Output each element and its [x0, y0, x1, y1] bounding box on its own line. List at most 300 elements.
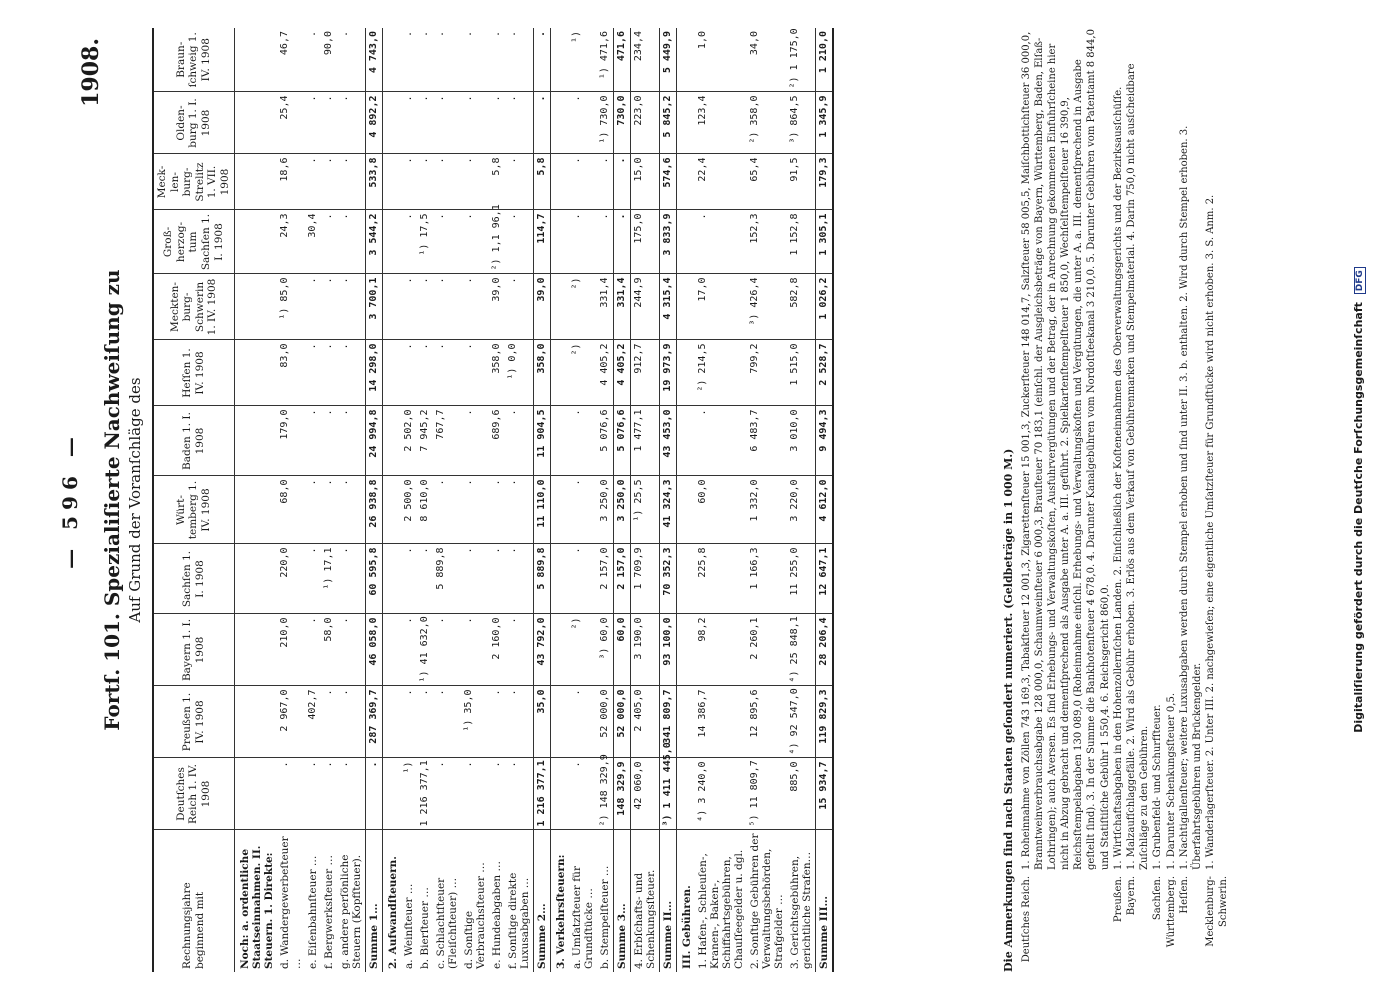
table-cell: .	[597, 210, 614, 274]
table-cell: 25,4	[277, 92, 305, 154]
table-cell: 767,7	[433, 406, 461, 476]
table-subtitle: Auf Grund der Voranſchläge des	[126, 377, 144, 623]
footnote-entry	[1204, 28, 1230, 972]
page-number: — 596 —	[58, 431, 82, 569]
table-cell: .	[321, 758, 337, 830]
table-cell: 24 994,8	[365, 406, 382, 476]
table-cell: 1 332,0	[747, 476, 787, 544]
table-cell: 689,6	[489, 406, 505, 476]
table-cell: ¹) 730,0	[597, 92, 614, 154]
table-cell: .	[433, 274, 461, 340]
table-cell: ¹) 0,0	[505, 340, 534, 406]
column-header: Meckten- burg- Schwerin 1. IV. 1908	[153, 274, 234, 340]
table-cell: 1 477,1	[630, 406, 659, 476]
table-cell: .	[433, 614, 461, 686]
table-cell: 5 076,6	[613, 406, 630, 476]
table-row	[815, 28, 833, 972]
row-label: 2. Sonſtige Gebühren der Verwaltungsbehörden, Strafgelder …	[748, 833, 785, 969]
table-cell: 5 889,8	[433, 544, 461, 614]
table-cell: 2 260,1	[747, 614, 787, 686]
table-cell: .	[489, 92, 505, 154]
table-cell: .	[401, 92, 417, 154]
table-cell: .	[337, 686, 366, 758]
table-cell: 2 502,0	[401, 406, 417, 476]
row-label: c. Schlachtſteuer (Fleiſchſteuer) …	[434, 877, 459, 969]
table-cell: 5 889,8	[533, 544, 550, 614]
table-cell	[676, 614, 695, 686]
table-cell: .	[321, 406, 337, 476]
table-cell: .	[569, 544, 597, 614]
table-cell: 43 453,0	[659, 406, 676, 476]
table-cell: .	[337, 92, 366, 154]
column-header: Braun- ſchweig 1. IV. 1908	[153, 28, 234, 92]
table-cell: 19 973,9	[659, 340, 676, 406]
table-row	[321, 28, 337, 972]
table-cell	[676, 28, 695, 92]
table-cell: 114,7	[533, 210, 550, 274]
table-cell: .	[597, 154, 614, 210]
table-cell: .	[433, 686, 461, 758]
table-cell: .	[461, 274, 489, 340]
row-label: e. Eiſenbahnſteuer …	[306, 855, 319, 969]
table-cell: .	[401, 340, 417, 406]
table-cell: 91,5	[787, 154, 816, 210]
table-cell: 83,0	[277, 340, 305, 406]
table-row	[277, 28, 305, 972]
table-cell: .	[695, 210, 747, 274]
table-cell: ³) 1 411 445,0	[659, 758, 676, 830]
column-header: Olden- burg 1. I. 1908	[153, 92, 234, 154]
table-cell: 1 515,0	[787, 340, 816, 406]
table-cell	[382, 340, 401, 406]
table-cell: 1 345,9	[815, 92, 833, 154]
table-cell: .	[505, 154, 534, 210]
table-cell: 5 076,6	[597, 406, 614, 476]
table-cell	[234, 686, 277, 758]
row-label: g. andere perſönliche Steuern (Kopfſteuer).	[338, 854, 363, 969]
table-cell: .	[321, 154, 337, 210]
table-cell	[676, 686, 695, 758]
year-heading: 1908.	[78, 38, 104, 107]
table-cell: ¹) 25,5	[630, 476, 659, 544]
table-cell: 14 298,0	[365, 340, 382, 406]
table-cell	[550, 758, 569, 830]
table-cell: .	[277, 758, 305, 830]
table-cell: .	[461, 28, 489, 92]
footnotes-heading: Die Anmerkungen ſind nach Staaten geſondert numeriert. (Geldbeträge in 1 000 M.)	[1002, 448, 1015, 972]
table-cell	[234, 758, 277, 830]
table-cell: 3 010,0	[787, 406, 816, 476]
table-cell: 30,4	[305, 210, 321, 274]
table-cell: 1 709,9	[630, 544, 659, 614]
table-cell: .	[505, 614, 534, 686]
table-cell: .	[337, 758, 366, 830]
footnote-text: 1. Darunter Schenkungsſteuer 0,5.	[1165, 692, 1177, 870]
table-cell: 5 845,2	[659, 92, 676, 154]
table-row	[676, 28, 695, 972]
table-cell: .	[461, 210, 489, 274]
row-label: Summe III…	[815, 830, 833, 972]
table-row	[613, 28, 630, 972]
table-cell: 220,0	[277, 544, 305, 614]
table-cell: .	[337, 340, 366, 406]
column-header: Preußen 1. IV. 1908	[153, 686, 234, 758]
table-cell: 5 449,9	[659, 28, 676, 92]
row-label: 2. Aufwandſteuern.	[386, 856, 399, 969]
table-cell: .	[505, 92, 534, 154]
row-label: d. Wandergewerbeſteuer …	[278, 836, 303, 969]
table-cell: .	[337, 154, 366, 210]
table-cell: 34,0	[747, 28, 787, 92]
table-cell: .	[489, 476, 505, 544]
table-cell: .	[489, 758, 505, 830]
table-cell: .	[321, 340, 337, 406]
table-cell: .	[613, 154, 630, 210]
table-cell: ²)	[569, 274, 597, 340]
table-cell: 148 329,9	[613, 758, 630, 830]
table-cell: 3 190,0	[630, 614, 659, 686]
column-header: Bayern 1. I. 1908	[153, 614, 234, 686]
table-cell	[550, 614, 569, 686]
footnote-country: Preußen.	[1112, 876, 1124, 923]
table-cell: 93 100,0	[659, 614, 676, 686]
table-cell: 4 612,0	[815, 476, 833, 544]
table-cell	[382, 92, 401, 154]
table-cell: .	[695, 406, 747, 476]
table-cell: 52 000,0	[597, 686, 614, 758]
table-cell: .	[461, 476, 489, 544]
column-header: Würt- temberg 1. IV. 1908	[153, 476, 234, 544]
table-cell: 11 110,0	[533, 476, 550, 544]
table-cell: ³) 60,0	[597, 614, 614, 686]
statistics-table	[152, 28, 834, 972]
table-cell: .	[461, 154, 489, 210]
table-cell: .	[489, 544, 505, 614]
table-cell: 4 743,0	[365, 28, 382, 92]
table-cell: .	[365, 758, 382, 830]
table-cell: 46,7	[277, 28, 305, 92]
table-cell: .	[417, 154, 433, 210]
table-cell: 14 386,7	[695, 686, 747, 758]
table-cell: 730,0	[613, 92, 630, 154]
table-cell	[382, 406, 401, 476]
table-cell	[550, 686, 569, 758]
table-cell	[382, 758, 401, 830]
table-cell: .	[489, 686, 505, 758]
table-cell: .	[401, 274, 417, 340]
table-cell: .	[613, 210, 630, 274]
table-cell: .	[433, 476, 461, 544]
table-cell: 65,4	[747, 154, 787, 210]
table-cell: .	[337, 406, 366, 476]
table-cell: .	[321, 274, 337, 340]
row-label: 3. Verkehrsſteuern:	[554, 854, 567, 969]
table-cell: .	[533, 92, 550, 154]
row-label: e. Hundeabgaben …	[490, 860, 503, 969]
table-row	[433, 28, 461, 972]
table-cell: .	[305, 758, 321, 830]
table-cell: 41 324,3	[659, 476, 676, 544]
table-cell: .	[305, 92, 321, 154]
column-header: Sachſen 1. I. 1908	[153, 544, 234, 614]
table-cell: 60,0	[695, 476, 747, 544]
table-cell: 574,6	[659, 154, 676, 210]
table-cell: .	[417, 544, 433, 614]
table-cell: 17,0	[695, 274, 747, 340]
table-cell: 12 647,1	[815, 544, 833, 614]
table-cell	[234, 544, 277, 614]
table-cell: 70 352,3	[659, 544, 676, 614]
row-label: a. Weinſteuer …	[402, 883, 415, 969]
table-cell: .	[417, 686, 433, 758]
table-cell: .	[401, 614, 417, 686]
table-row	[337, 28, 366, 972]
table-cell: ¹) 41 632,0	[417, 614, 433, 686]
table-row	[401, 28, 417, 972]
table-cell	[234, 406, 277, 476]
table-cell	[382, 614, 401, 686]
table-cell: .	[417, 28, 433, 92]
footnote-text: 1. Grubenfeld- und Schurfſteuer.	[1152, 704, 1164, 870]
table-cell: .	[569, 92, 597, 154]
table-cell: 39,0	[533, 274, 550, 340]
table-cell: 12 895,6	[747, 686, 787, 758]
table-cell	[550, 274, 569, 340]
table-cell: .	[401, 28, 417, 92]
table-row	[461, 28, 489, 972]
table-cell	[550, 28, 569, 92]
footnote-text: 1. Nachtigallenſteuer; weitere Luxusabgaben werden durch Stempel erhoben und ſind unter II. 3. b. enthalten. 2. Wird durch Stempel erhoben. 3. Überfahrtsgebühren und Brückengelder.	[1178, 125, 1203, 870]
table-cell: 3 544,2	[365, 210, 382, 274]
table-cell	[382, 544, 401, 614]
table-cell: 52 000,0	[613, 686, 630, 758]
row-label: Summe II…	[659, 830, 676, 972]
table-cell: 90,0	[321, 28, 337, 92]
table-cell	[234, 28, 277, 92]
table-cell: 358,0	[533, 340, 550, 406]
table-cell: .	[505, 274, 534, 340]
table-cell: 1 305,1	[815, 210, 833, 274]
table-cell: 179,3	[815, 154, 833, 210]
table-cell: .	[305, 544, 321, 614]
column-header: Heſſen 1. IV. 1908	[153, 340, 234, 406]
table-cell: 2 160,0	[489, 614, 505, 686]
footnote-text: 1. Wirtſchaftsabgaben in den Hohenzollernſchen Landen. 2. Einſchließlich der Koſteneinnahmen des Oberverwaltungsgerichts und der Bezirksausſchüſſe.	[1112, 86, 1124, 870]
column-header: Groß- herzog- tum Sachſen 1. I. 1908	[153, 210, 234, 274]
table-cell: 341 809,7	[659, 686, 676, 758]
table-cell: .	[337, 476, 366, 544]
table-row	[695, 28, 747, 972]
table-cell: 58,0	[321, 614, 337, 686]
row-label: f. Bergwerksſteuer …	[322, 855, 335, 969]
table-cell: .	[305, 274, 321, 340]
table-cell: 799,2	[747, 340, 787, 406]
table-cell: 60 595,8	[365, 544, 382, 614]
row-label: a. Umſatzſteuer für Grundſtücke …	[570, 866, 595, 969]
table-cell: 331,4	[597, 274, 614, 340]
table-cell: 402,7	[305, 686, 321, 758]
table-cell: .	[505, 28, 534, 92]
table-cell: 68,0	[277, 476, 305, 544]
table-cell: 1 026,2	[815, 274, 833, 340]
row-label: 4. Erbſchafts- und Schenkungsſteuer.	[632, 869, 657, 969]
row-label: 1. Hafen-, Schleuſen-, Kranen-, Baken-, Schiffahrtsgebühren, Chauſſeegelder u. dgl.	[696, 849, 745, 969]
footnote-country: Mecklenburg-Schwerin.	[1205, 876, 1230, 947]
table-body	[234, 28, 833, 972]
table-cell: ⁵) 11 809,7	[747, 758, 787, 830]
footnote-country: Württemberg.	[1165, 876, 1177, 948]
table-cell	[382, 210, 401, 274]
table-cell: .	[569, 154, 597, 210]
table-cell: 912,7	[630, 340, 659, 406]
table-cell	[550, 92, 569, 154]
table-cell: .	[433, 210, 461, 274]
table-cell: .	[321, 476, 337, 544]
table-row	[630, 28, 659, 972]
table-cell: 60,0	[613, 614, 630, 686]
footnote-entry	[1165, 28, 1178, 972]
table-cell	[550, 406, 569, 476]
table-cell: 18,6	[277, 154, 305, 210]
row-label: f. Sonſtige direkte Luxusabgaben …	[506, 872, 531, 969]
table-cell	[676, 340, 695, 406]
footnote-country: Deutſches Reich.	[1020, 876, 1032, 963]
row-label: b. Stempelſteuer …	[598, 865, 611, 969]
table-cell: 28 206,4	[815, 614, 833, 686]
table-cell: ¹) 471,6	[597, 28, 614, 92]
table-row	[505, 28, 534, 972]
table-cell	[234, 614, 277, 686]
table-cell: ¹)	[401, 758, 417, 830]
table-title: Fortſ. 101. Spezialiſierte Nachweiſung zu	[100, 269, 124, 731]
table-cell: ⁴) 92 547,0	[787, 686, 816, 758]
table-cell: 42 060,0	[630, 758, 659, 830]
footnote-entry	[1112, 28, 1125, 972]
table-cell: 5,8	[489, 154, 505, 210]
table-cell	[676, 274, 695, 340]
table-cell: 4 405,2	[597, 340, 614, 406]
table-cell: 223,0	[630, 92, 659, 154]
table-cell	[676, 544, 695, 614]
table-cell: .	[569, 758, 597, 830]
table-row	[489, 28, 505, 972]
table-cell	[234, 154, 277, 210]
table-cell: 4 405,2	[613, 340, 630, 406]
table-row	[550, 28, 569, 972]
table-cell: 582,8	[787, 274, 816, 340]
table-cell: .	[417, 92, 433, 154]
table-cell: .	[505, 210, 534, 274]
table-cell: .	[305, 340, 321, 406]
table-row	[747, 28, 787, 972]
table-cell: 15 934,7	[815, 758, 833, 830]
table-cell	[234, 340, 277, 406]
table-cell	[234, 274, 277, 340]
footnote-text: 1. Wanderlagerſteuer. 2. Unter III. 2. nachgewieſen; eine eigentliche Umſatzſteuer für Grundſtücke wird nicht erhoben. 3. S. Anm. 2.	[1205, 194, 1217, 870]
table-cell: .	[337, 28, 366, 92]
table-row	[365, 28, 382, 972]
table-cell: 4 892,2	[365, 92, 382, 154]
table-cell: 2 405,0	[630, 686, 659, 758]
row-label: Summe 2…	[533, 830, 550, 972]
table-cell: 2 157,0	[597, 544, 614, 614]
table-cell: 1 152,8	[787, 210, 816, 274]
table-cell: .	[321, 210, 337, 274]
table-cell: .	[321, 686, 337, 758]
table-cell: .	[569, 686, 597, 758]
table-cell: 119 829,3	[815, 686, 833, 758]
table-cell: 3 250,0	[613, 476, 630, 544]
table-cell: .	[401, 210, 417, 274]
table-cell: ²)	[569, 614, 597, 686]
row-label: Noch: a. ordentliche Staatseinnahmen. II. Steuern. 1. Direkte:	[238, 845, 275, 969]
table-cell: ⁴) 25 848,1	[787, 614, 816, 686]
table-cell: .	[505, 686, 534, 758]
row-label: III. Gebühren.	[680, 885, 693, 969]
table-cell	[676, 210, 695, 274]
table-cell: ³) 426,4	[747, 274, 787, 340]
table-row	[305, 28, 321, 972]
table-cell: ¹) 17,1	[321, 544, 337, 614]
table-cell: .	[337, 274, 366, 340]
table-cell: .	[461, 544, 489, 614]
table-cell	[550, 340, 569, 406]
table-cell: 26 938,8	[365, 476, 382, 544]
table-cell: 98,2	[695, 614, 747, 686]
table-cell: ¹) 85,0	[277, 274, 305, 340]
table-cell: 3 220,0	[787, 476, 816, 544]
table-cell	[382, 154, 401, 210]
table-cell: .	[461, 340, 489, 406]
table-cell: .	[433, 340, 461, 406]
table-cell: .	[305, 154, 321, 210]
table-cell: ¹)	[569, 28, 597, 92]
row-label: Summe 1…	[365, 830, 382, 972]
table-cell: 46 058,0	[365, 614, 382, 686]
row-label: d. Sonſtige Verbrauchsſteuer …	[462, 862, 487, 969]
table-cell	[676, 476, 695, 544]
table-cell: 225,8	[695, 544, 747, 614]
table-cell: 179,0	[277, 406, 305, 476]
table-row	[787, 28, 816, 972]
table-cell: .	[305, 614, 321, 686]
table-cell: 2 967,0	[277, 686, 305, 758]
table-row	[533, 28, 550, 972]
table-row	[597, 28, 614, 972]
table-cell	[550, 544, 569, 614]
table-cell: 1,0	[695, 28, 747, 92]
table-cell: 175,0	[630, 210, 659, 274]
row-label: b. Bierſteuer …	[418, 887, 431, 969]
header-row	[153, 28, 234, 972]
footnotes	[1002, 28, 1231, 972]
table-cell: 7 945,2	[417, 406, 433, 476]
table-cell: .	[505, 544, 534, 614]
table-cell: 234,4	[630, 28, 659, 92]
table-cell: 1 210,0	[815, 28, 833, 92]
table-cell: 244,9	[630, 274, 659, 340]
table-cell: .	[337, 614, 366, 686]
table-cell: ²)	[569, 340, 597, 406]
table-cell: .	[533, 28, 550, 92]
table-cell: ⁴) 3 240,0	[695, 758, 747, 830]
table-cell	[550, 210, 569, 274]
table-row	[234, 28, 277, 972]
footnote-entry	[1020, 28, 1112, 972]
table-cell: .	[461, 758, 489, 830]
table-cell: 8 610,0	[417, 476, 433, 544]
table-cell: 3 250,0	[597, 476, 614, 544]
